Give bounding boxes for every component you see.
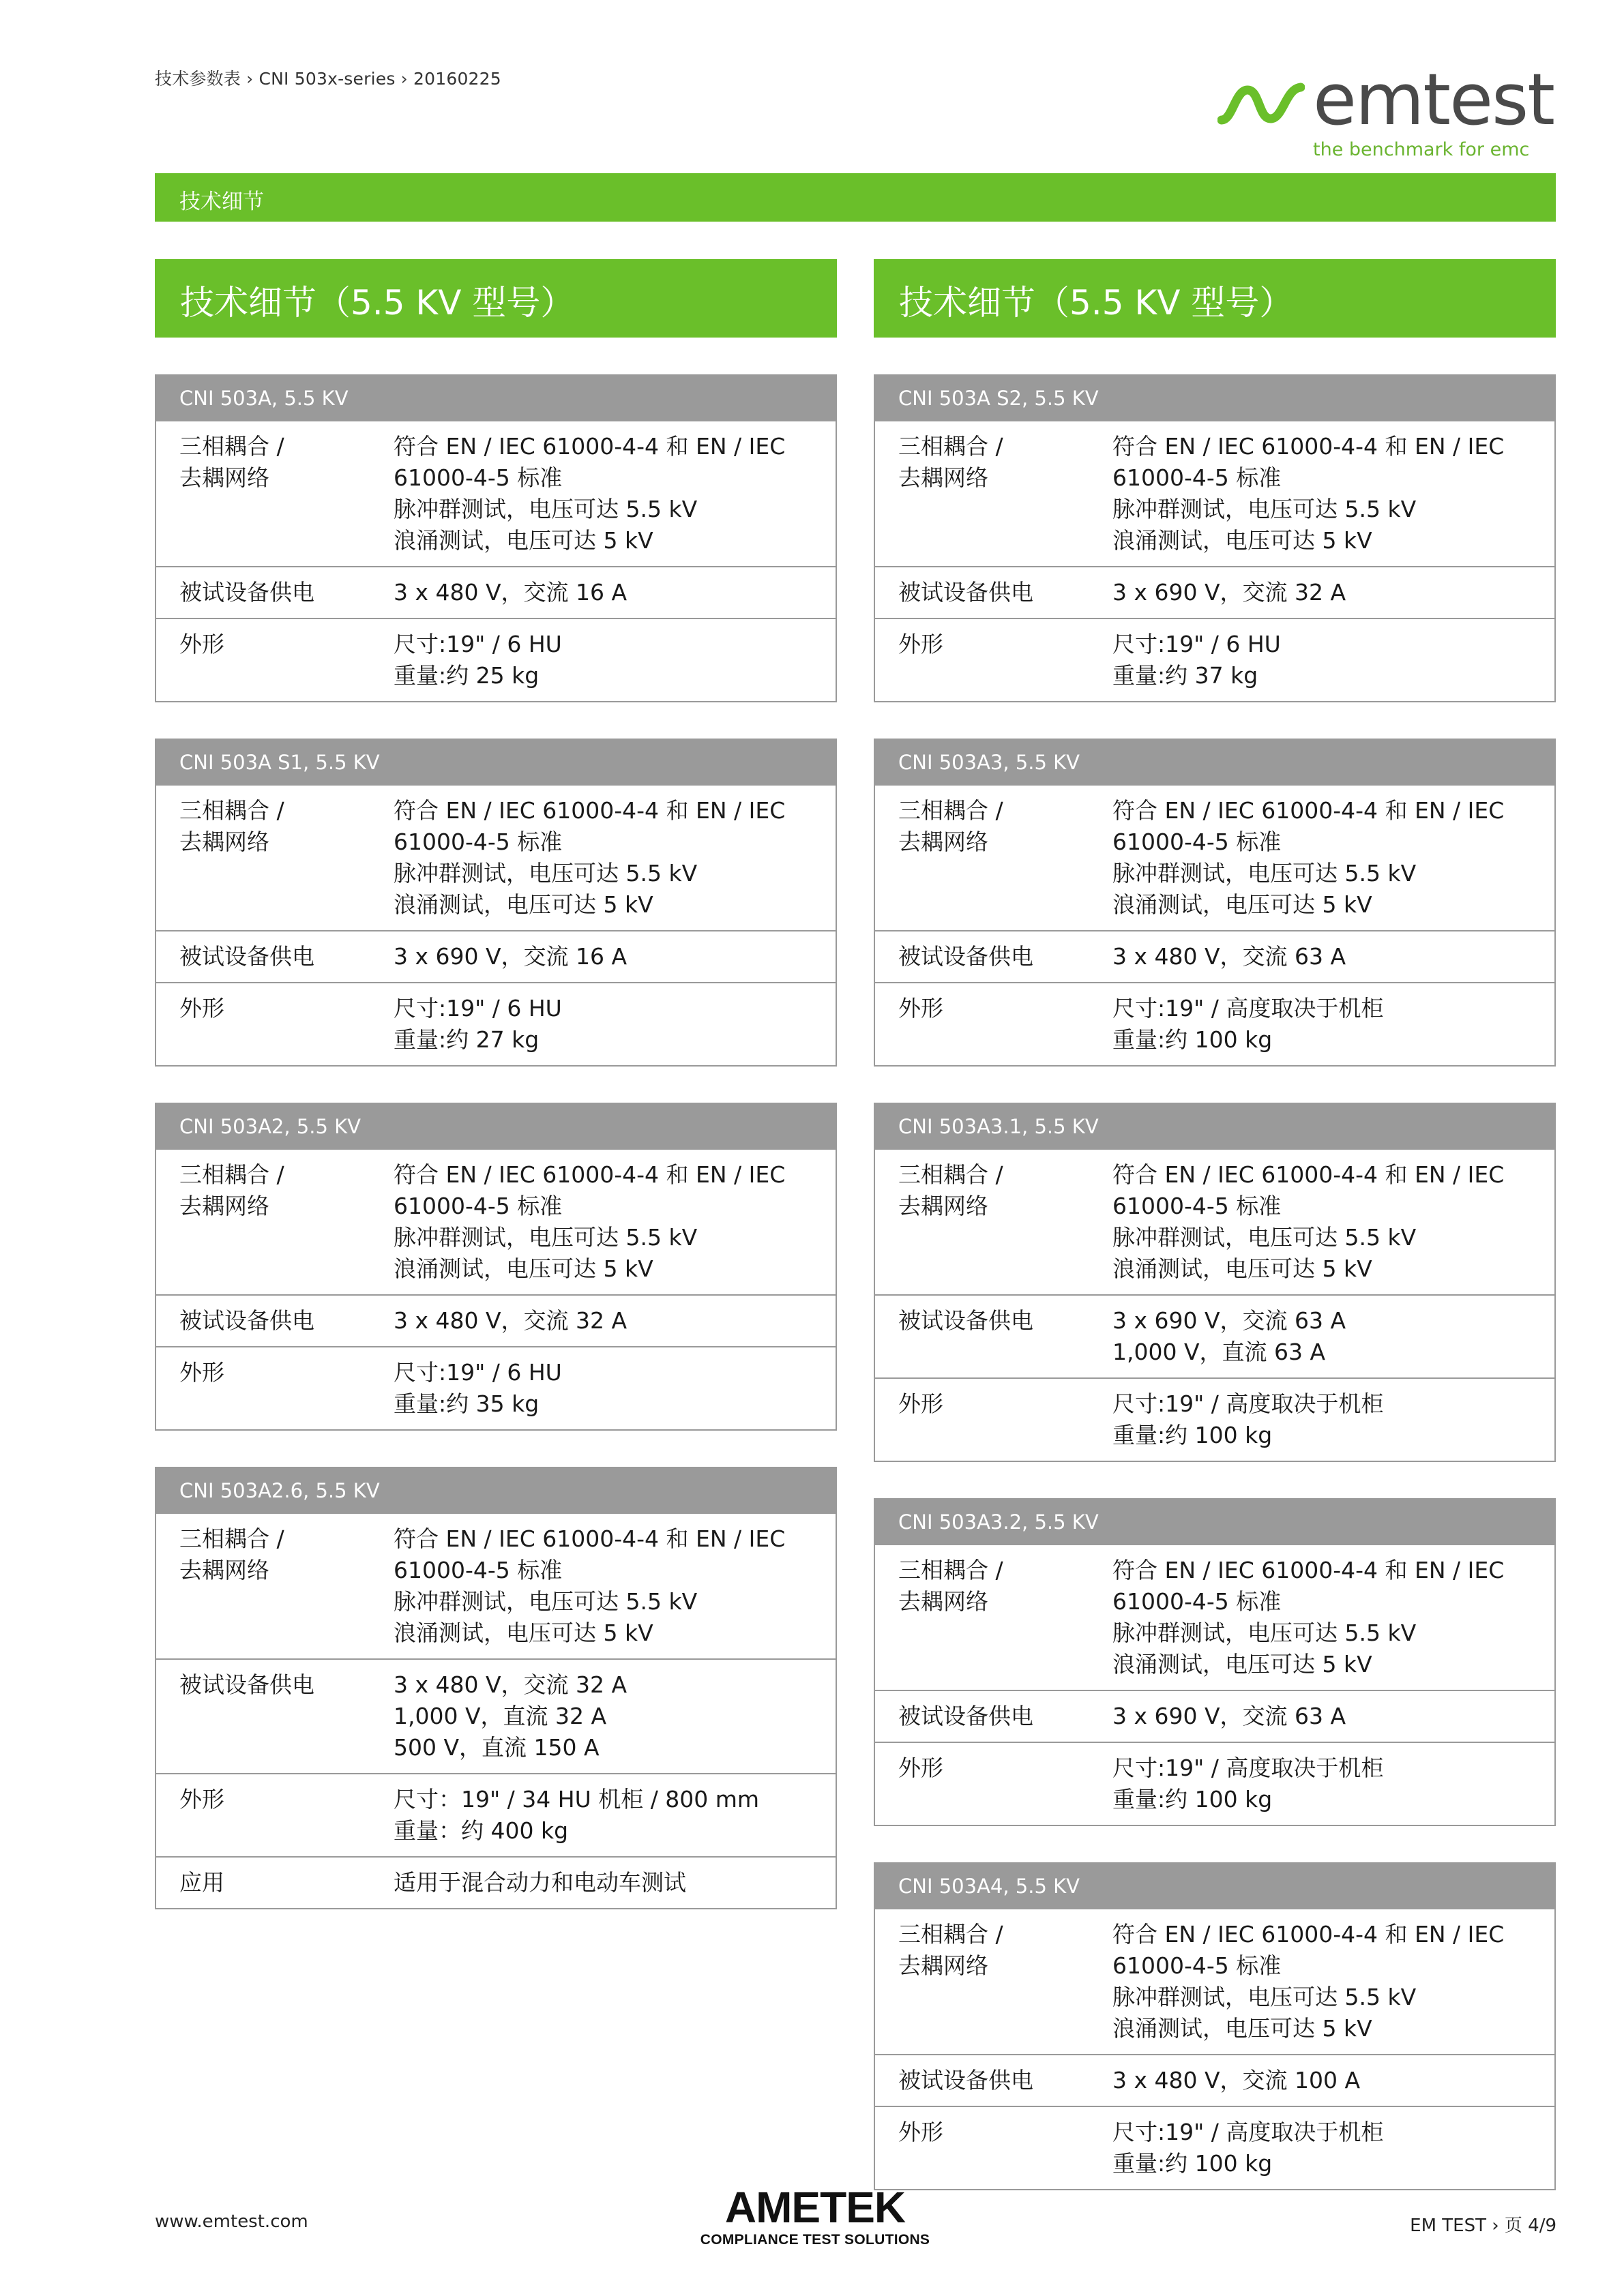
spec-card-title: CNI 503A3, 5.5 KV	[875, 740, 1554, 786]
spec-label: 外形	[179, 995, 224, 1022]
spec-value: 3 x 480 V，交流 100 A	[1112, 2067, 1361, 2093]
spec-label: 被试设备供电	[898, 1703, 1033, 1729]
spec-card	[155, 739, 837, 1067]
spec-card-title: CNI 503A S2, 5.5 KV	[875, 376, 1554, 421]
ametek-wordmark: AMETEK	[724, 2183, 906, 2232]
spec-row	[156, 1150, 836, 1294]
spec-row	[875, 1377, 1554, 1461]
logo-tagline: the benchmark for emc	[1313, 139, 1530, 160]
spec-label: 被试设备供电	[179, 579, 314, 606]
spec-row	[875, 1545, 1554, 1690]
emtest-wave-icon	[1217, 80, 1305, 128]
spec-row	[875, 930, 1554, 982]
spec-row	[875, 1742, 1554, 1825]
spec-label: 被试设备供电	[179, 1307, 314, 1334]
spec-label: 被试设备供电	[898, 1307, 1033, 1334]
spec-label: 被试设备供电	[179, 943, 314, 970]
column-heading: 技术细节（5.5 KV 型号）	[874, 259, 1556, 338]
spec-card	[874, 1862, 1556, 2190]
spec-value: 3 x 480 V，交流 16 A	[394, 579, 628, 606]
footer-url[interactable]: www.emtest.com	[155, 2211, 308, 2232]
spec-row	[875, 2106, 1554, 2189]
spec-card-title: CNI 503A2, 5.5 KV	[156, 1104, 836, 1150]
spec-value: 符合 EN / IEC 61000-4-4 和 EN / IEC 61000-4-5 标准 脉冲群测试，电压可达 5.5 kV 浪涌测试，电压可达 5 kV	[394, 1525, 786, 1646]
spec-row	[156, 1346, 836, 1429]
spec-value: 3 x 690 V，交流 16 A	[394, 943, 628, 970]
left-column	[155, 259, 837, 1945]
spec-label: 外形	[898, 2119, 943, 2145]
spec-value: 尺寸：19" / 34 HU 机柜 / 800 mm 重量：约 400 kg	[394, 1786, 760, 1844]
spec-label: 外形	[898, 631, 943, 657]
spec-label: 三相耦合 / 去耦网络	[179, 433, 284, 491]
spec-label: 被试设备供电	[898, 579, 1033, 606]
column-heading: 技术细节（5.5 KV 型号）	[155, 259, 837, 338]
spec-row	[156, 1658, 836, 1773]
spec-row	[875, 1909, 1554, 2054]
spec-card-title: CNI 503A, 5.5 KV	[156, 376, 836, 421]
page-number: EM TEST › 页 4/9	[1410, 2216, 1556, 2236]
spec-value: 尺寸:19" / 6 HU 重量:约 25 kg	[394, 631, 562, 689]
spec-card-title: CNI 503A3.2, 5.5 KV	[875, 1500, 1554, 1545]
spec-row	[875, 618, 1554, 701]
spec-card	[155, 1103, 837, 1431]
spec-value: 尺寸:19" / 6 HU 重量:约 27 kg	[394, 995, 562, 1053]
spec-card	[874, 739, 1556, 1067]
spec-label: 三相耦合 / 去耦网络	[179, 1161, 284, 1219]
spec-card-title: CNI 503A4, 5.5 KV	[875, 1864, 1554, 1909]
right-column	[874, 259, 1556, 2226]
spec-value: 符合 EN / IEC 61000-4-4 和 EN / IEC 61000-4-5 标准 脉冲群测试，电压可达 5.5 kV 浪涌测试，电压可达 5 kV	[1112, 797, 1505, 918]
spec-row	[156, 930, 836, 982]
spec-label: 外形	[179, 1786, 224, 1813]
spec-card	[155, 1467, 837, 1909]
spec-value: 适用于混合动力和电动车测试	[394, 1869, 686, 1896]
spec-label: 三相耦合 / 去耦网络	[179, 1525, 284, 1583]
spec-row	[875, 566, 1554, 618]
spec-row	[875, 786, 1554, 930]
spec-value: 符合 EN / IEC 61000-4-4 和 EN / IEC 61000-4-5 标准 脉冲群测试，电压可达 5.5 kV 浪涌测试，电压可达 5 kV	[394, 1161, 786, 1282]
spec-row	[156, 1773, 836, 1856]
spec-value: 3 x 480 V，交流 32 A 1,000 V，直流 32 A 500 V，直流 150 A	[394, 1671, 628, 1761]
spec-value: 3 x 480 V，交流 32 A	[394, 1307, 628, 1334]
spec-value: 符合 EN / IEC 61000-4-4 和 EN / IEC 61000-4-5 标准 脉冲群测试，电压可达 5.5 kV 浪涌测试，电压可达 5 kV	[394, 433, 786, 554]
spec-value: 3 x 480 V，交流 63 A	[1112, 943, 1346, 970]
spec-row	[875, 982, 1554, 1065]
spec-label: 应用	[179, 1869, 224, 1896]
spec-card	[874, 1103, 1556, 1462]
section-title-bar: 技术细节	[155, 173, 1556, 222]
spec-label: 被试设备供电	[179, 1671, 314, 1698]
spec-row	[156, 982, 836, 1065]
spec-value: 符合 EN / IEC 61000-4-4 和 EN / IEC 61000-4-5 标准 脉冲群测试，电压可达 5.5 kV 浪涌测试，电压可达 5 kV	[1112, 1921, 1505, 2042]
spec-label: 外形	[898, 1755, 943, 1781]
spec-row	[875, 1294, 1554, 1377]
spec-label: 三相耦合 / 去耦网络	[898, 1161, 1003, 1219]
spec-label: 外形	[179, 631, 224, 657]
spec-card	[874, 1498, 1556, 1826]
spec-label: 被试设备供电	[898, 943, 1033, 970]
spec-value: 尺寸:19" / 6 HU 重量:约 37 kg	[1112, 631, 1281, 689]
spec-value: 符合 EN / IEC 61000-4-4 和 EN / IEC 61000-4-5 标准 脉冲群测试，电压可达 5.5 kV 浪涌测试，电压可达 5 kV	[1112, 1161, 1505, 1282]
spec-label: 外形	[898, 995, 943, 1022]
spec-row	[156, 566, 836, 618]
spec-row	[156, 618, 836, 701]
spec-value: 符合 EN / IEC 61000-4-4 和 EN / IEC 61000-4-5 标准 脉冲群测试，电压可达 5.5 kV 浪涌测试，电压可达 5 kV	[394, 797, 786, 918]
spec-value: 尺寸:19" / 6 HU 重量:约 35 kg	[394, 1359, 562, 1417]
spec-row	[156, 786, 836, 930]
spec-value: 尺寸:19" / 高度取决于机柜 重量:约 100 kg	[1112, 1755, 1384, 1813]
ametek-subtitle: COMPLIANCE TEST SOLUTIONS	[700, 2232, 930, 2248]
spec-value: 3 x 690 V，交流 63 A	[1112, 1703, 1346, 1729]
spec-row	[875, 421, 1554, 566]
ametek-logo	[672, 2183, 958, 2248]
spec-value: 3 x 690 V，交流 32 A	[1112, 579, 1346, 606]
spec-card-title: CNI 503A2.6, 5.5 KV	[156, 1468, 836, 1514]
spec-label: 三相耦合 / 去耦网络	[898, 433, 1003, 491]
breadcrumb: 技术参数表 › CNI 503x-series › 20160225	[155, 69, 501, 89]
spec-value: 符合 EN / IEC 61000-4-4 和 EN / IEC 61000-4-5 标准 脉冲群测试，电压可达 5.5 kV 浪涌测试，电压可达 5 kV	[1112, 1557, 1505, 1678]
spec-label: 三相耦合 / 去耦网络	[179, 797, 284, 855]
spec-row	[875, 1150, 1554, 1294]
spec-label: 外形	[898, 1390, 943, 1417]
spec-row	[156, 1514, 836, 1658]
spec-label: 被试设备供电	[898, 2067, 1033, 2093]
spec-row	[156, 1856, 836, 1908]
spec-value: 尺寸:19" / 高度取决于机柜 重量:约 100 kg	[1112, 1390, 1384, 1448]
spec-row	[156, 421, 836, 566]
spec-value: 符合 EN / IEC 61000-4-4 和 EN / IEC 61000-4-5 标准 脉冲群测试，电压可达 5.5 kV 浪涌测试，电压可达 5 kV	[1112, 433, 1505, 554]
spec-value: 尺寸:19" / 高度取决于机柜 重量:约 100 kg	[1112, 995, 1384, 1053]
logo-wordmark: emtest	[1313, 58, 1554, 141]
spec-card	[155, 374, 837, 702]
spec-label: 外形	[179, 1359, 224, 1386]
spec-card-title: CNI 503A3.1, 5.5 KV	[875, 1104, 1554, 1150]
spec-label: 三相耦合 / 去耦网络	[898, 1921, 1003, 1979]
spec-label: 三相耦合 / 去耦网络	[898, 1557, 1003, 1615]
spec-label: 三相耦合 / 去耦网络	[898, 797, 1003, 855]
spec-value: 3 x 690 V，交流 63 A 1,000 V，直流 63 A	[1112, 1307, 1346, 1365]
spec-row	[875, 2054, 1554, 2106]
spec-row	[156, 1294, 836, 1346]
spec-card-title: CNI 503A S1, 5.5 KV	[156, 740, 836, 786]
emtest-logo	[1217, 58, 1559, 170]
spec-value: 尺寸:19" / 高度取决于机柜 重量:约 100 kg	[1112, 2119, 1384, 2177]
spec-card	[874, 374, 1556, 702]
spec-row	[875, 1690, 1554, 1742]
